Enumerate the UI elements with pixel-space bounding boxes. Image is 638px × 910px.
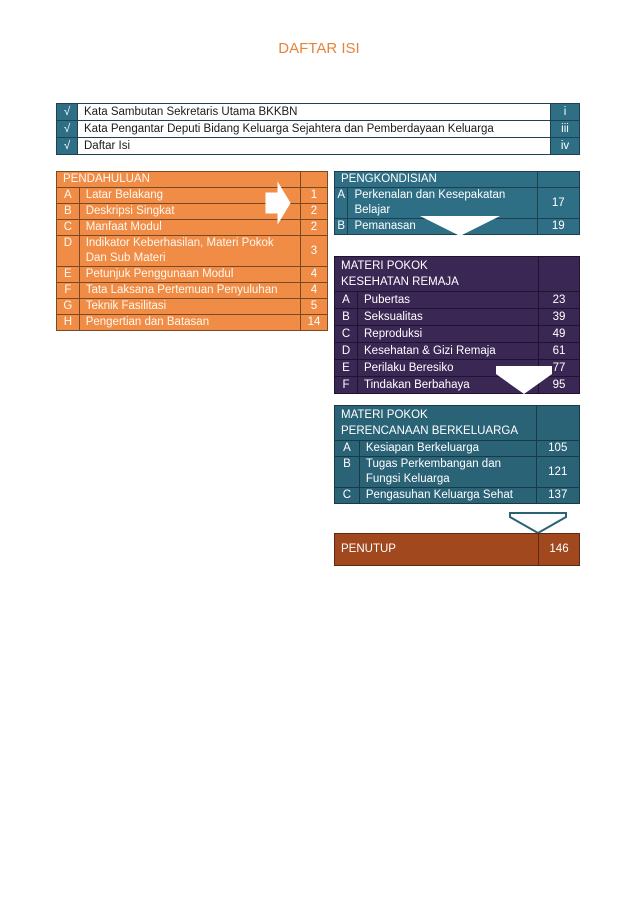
entry-title: Pubertas [358, 292, 539, 309]
item-letter: D [335, 343, 358, 360]
entry-title: Pemanasan [348, 219, 537, 235]
section-header-line: MATERI POKOK [341, 409, 428, 421]
entry-title: Petunjuk Penggunaan Modul [79, 267, 300, 283]
entry-title: Teknik Fasilitasi [79, 299, 300, 315]
item-letter: A [335, 441, 360, 457]
section-header-row [335, 257, 580, 292]
page-number: 4 [300, 283, 327, 299]
page-number: 39 [539, 309, 580, 326]
table-row[interactable] [57, 315, 328, 331]
item-letter: E [335, 360, 358, 377]
check-mark: √ [57, 121, 78, 138]
entry-title: Manfaat Modul [79, 220, 300, 236]
item-letter: F [335, 377, 358, 394]
table-row[interactable] [335, 343, 580, 360]
page-number: 2 [300, 220, 327, 236]
section-header: PENDAHULUAN [57, 172, 301, 188]
page-number: 14 [300, 315, 327, 331]
penutup-table [334, 533, 580, 566]
section-header-line: KESEHATAN REMAJA [341, 276, 459, 288]
page-number: 4 [300, 267, 327, 283]
section-header-row [335, 172, 580, 188]
entry-title: Kata Sambutan Sekretaris Utama BKKBN [78, 104, 551, 121]
item-letter: G [57, 299, 80, 315]
table-row[interactable] [335, 188, 580, 219]
table-row[interactable] [335, 326, 580, 343]
entry-title: Tindakan Berbahaya [358, 377, 539, 394]
table-row[interactable] [57, 104, 580, 121]
item-letter: B [335, 219, 348, 235]
table-row[interactable] [335, 488, 580, 504]
section-header: PENGKONDISIAN [335, 172, 538, 188]
section-header [335, 406, 537, 441]
check-mark: √ [57, 138, 78, 155]
page-number: i [551, 104, 580, 121]
entry-title: Kesehatan & Gizi Remaja [358, 343, 539, 360]
entry-title: Tugas Perkembangan dan Fungsi Keluarga [359, 457, 536, 488]
entry-title: Deskripsi Singkat [79, 204, 300, 220]
item-letter: B [335, 309, 358, 326]
down-arrow-icon [420, 216, 500, 236]
page-number: 121 [536, 457, 580, 488]
entry-title: Pengasuhan Keluarga Sehat [359, 488, 536, 504]
table-row[interactable] [57, 121, 580, 138]
entry-title: Daftar Isi [78, 138, 551, 155]
section-header [335, 257, 539, 292]
item-letter: H [57, 315, 80, 331]
entry-title: Kesiapan Berkeluarga [359, 441, 536, 457]
right-arrow-icon [266, 183, 290, 223]
table-row[interactable] [335, 534, 580, 566]
item-letter: A [335, 292, 358, 309]
entry-title: Latar Belakang [79, 188, 300, 204]
check-mark: √ [57, 104, 78, 121]
section-header-line: PERENCANAAN BERKELUARGA [341, 425, 519, 437]
page-number: iv [551, 138, 580, 155]
intro-table [56, 103, 580, 155]
table-row[interactable] [57, 236, 328, 267]
materi-keluarga-table [334, 405, 580, 504]
entry-title: Kata Pengantar Deputi Bidang Keluarga Sejahtera dan Pemberdayaan Keluarga [78, 121, 551, 138]
page-number: 2 [300, 204, 327, 220]
entry-title: Seksualitas [358, 309, 539, 326]
section-header-line: MATERI POKOK [341, 260, 428, 272]
page-number: 17 [537, 188, 579, 219]
entry-title: Indikator Keberhasilan, Materi Pokok Dan Sub Materi [79, 236, 300, 267]
item-letter: B [335, 457, 360, 488]
entry-title: Pengertian dan Batasan [79, 315, 300, 331]
item-letter: A [57, 188, 80, 204]
page-number: 61 [539, 343, 580, 360]
table-row[interactable] [335, 292, 580, 309]
table-row[interactable] [335, 457, 580, 488]
table-row[interactable] [57, 299, 328, 315]
page-number: 105 [536, 441, 580, 457]
table-row[interactable] [57, 267, 328, 283]
page-number: 146 [539, 534, 580, 566]
item-letter: B [57, 204, 80, 220]
item-letter: D [57, 236, 80, 267]
page-number: 77 [539, 360, 580, 377]
entry-title: Reproduksi [358, 326, 539, 343]
page-number: 49 [539, 326, 580, 343]
item-letter: E [57, 267, 80, 283]
page-title: DAFTAR ISI [278, 40, 360, 57]
table-row[interactable] [57, 283, 328, 299]
page-number: 5 [300, 299, 327, 315]
item-letter: F [57, 283, 80, 299]
item-letter: C [335, 326, 358, 343]
entry-title: Perkenalan dan Kesepakatan Belajar [348, 188, 537, 219]
section-header-row [335, 406, 580, 441]
table-row[interactable] [335, 309, 580, 326]
page-number: 23 [539, 292, 580, 309]
page-number: 137 [536, 488, 580, 504]
table-row[interactable] [57, 138, 580, 155]
page-number: 3 [300, 236, 327, 267]
item-letter: A [335, 188, 348, 219]
section-header: PENUTUP [335, 534, 539, 566]
page-number: iii [551, 121, 580, 138]
item-letter: C [57, 220, 80, 236]
down-arrow-icon [508, 511, 568, 535]
item-letter: C [335, 488, 360, 504]
down-arrow-icon [496, 366, 552, 394]
entry-title: Perilaku Beresiko [358, 360, 539, 377]
page-number: 19 [537, 219, 579, 235]
page-number: 95 [539, 377, 580, 394]
table-row[interactable] [335, 441, 580, 457]
entry-title: Tata Laksana Pertemuan Penyuluhan [79, 283, 300, 299]
page-number: 1 [300, 188, 327, 204]
